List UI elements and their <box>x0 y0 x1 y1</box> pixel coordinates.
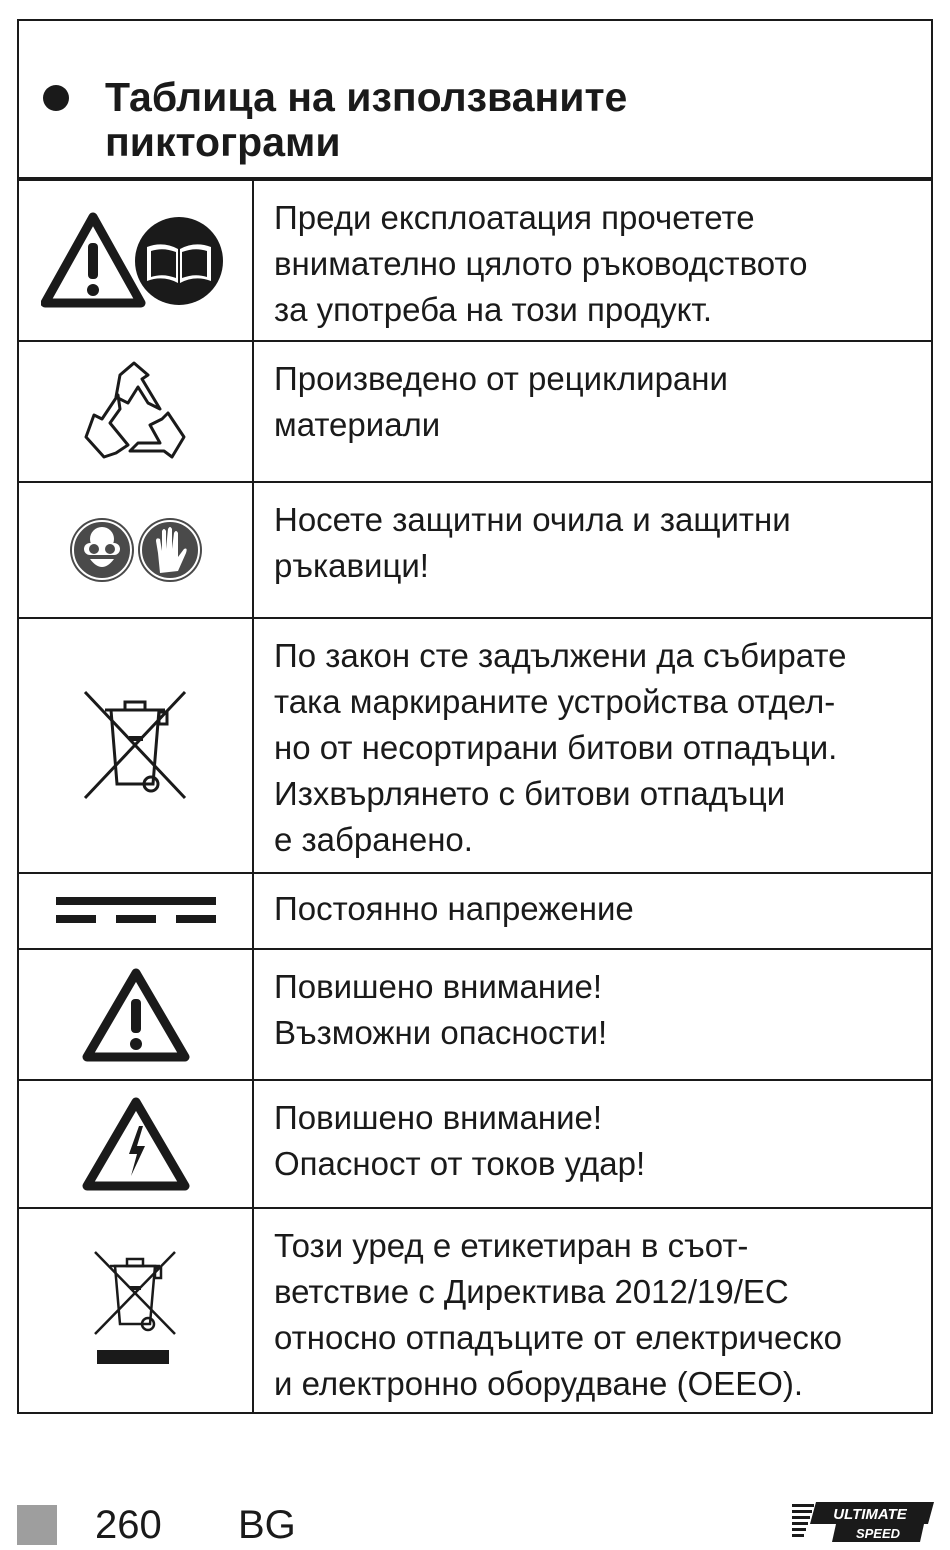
row-text <box>254 483 931 617</box>
row-text-line: така маркираните устройства отдел- <box>274 683 836 720</box>
row-text-line: Възможни опасности! <box>274 1014 608 1051</box>
row-text <box>254 874 931 948</box>
electric-shock-icon <box>81 1096 191 1192</box>
row-text <box>254 950 931 1079</box>
row-text-line: Повишено внимание! <box>274 968 603 1005</box>
row-text-line: ръкавици! <box>274 547 429 584</box>
ultimate-speed-logo <box>792 1500 934 1544</box>
goggles-gloves-icon <box>68 515 204 585</box>
row-text-line: но от несортирани битови отпадъци. <box>274 729 838 766</box>
table-row <box>19 340 931 481</box>
table-row <box>19 872 931 948</box>
row-text <box>254 619 931 872</box>
warning-and-manual-icon <box>41 211 231 311</box>
row-text <box>254 1081 931 1207</box>
row-text-line: Този уред е етикетиран в съот- <box>274 1227 749 1264</box>
table-row <box>19 481 931 617</box>
row-text-line: за употреба на този продукт. <box>274 291 713 328</box>
language-code: BG <box>238 1503 296 1547</box>
bullet-icon <box>43 85 69 111</box>
section-title: Таблица на използваните пиктограми <box>105 74 628 165</box>
row-text-line: е забранено. <box>274 821 473 858</box>
row-text-line: Постоянно напрежение <box>274 890 634 927</box>
icon-cell <box>19 342 254 481</box>
icon-cell <box>19 483 254 617</box>
row-text <box>254 342 931 481</box>
table-row <box>19 948 931 1079</box>
row-text-line: Носете защитни очила и защитни <box>274 501 791 538</box>
icon-cell <box>19 950 254 1079</box>
logo-text-top: ULTIMATE <box>833 1506 907 1523</box>
row-text-line: материали <box>274 406 441 443</box>
weee-bin-icon <box>91 1246 181 1376</box>
row-text <box>254 1209 931 1412</box>
row-text-line: и електронно оборудване (OEEO). <box>274 1365 804 1402</box>
direct-current-icon <box>56 895 216 927</box>
table-header <box>19 21 931 179</box>
row-text-line: Произведено от рециклирани <box>274 360 728 397</box>
recycle-icon <box>76 357 196 467</box>
row-text-line: Повишено внимание! <box>274 1099 603 1136</box>
row-text-line: относно отпадъците от електрическо <box>274 1319 842 1356</box>
table-row <box>19 179 931 340</box>
crossed-bin-icon <box>81 688 191 803</box>
table-row <box>19 1079 931 1207</box>
icon-cell <box>19 874 254 948</box>
row-text-line: внимателно цялото ръководството <box>274 245 808 282</box>
row-text-line: Опасност от токов удар! <box>274 1145 646 1182</box>
table-row <box>19 617 931 872</box>
icon-cell <box>19 1209 254 1412</box>
pictogram-table <box>17 19 933 1414</box>
icon-cell <box>19 181 254 340</box>
logo-text-bottom: SPEED <box>855 1526 901 1541</box>
row-text-line: Преди експлоатация прочетете <box>274 199 755 236</box>
row-text-line: Изхвърлянето с битови отпадъци <box>274 775 786 812</box>
warning-triangle-icon <box>81 967 191 1063</box>
row-text-line: ветствие с Директива 2012/19/EC <box>274 1273 789 1310</box>
table-row <box>19 1207 931 1412</box>
page-number: 260 <box>95 1503 162 1547</box>
row-text-line: По закон сте задължени да събирате <box>274 637 847 674</box>
row-text <box>254 181 931 340</box>
icon-cell <box>19 1081 254 1207</box>
icon-cell <box>19 619 254 872</box>
page-marker <box>17 1505 57 1545</box>
